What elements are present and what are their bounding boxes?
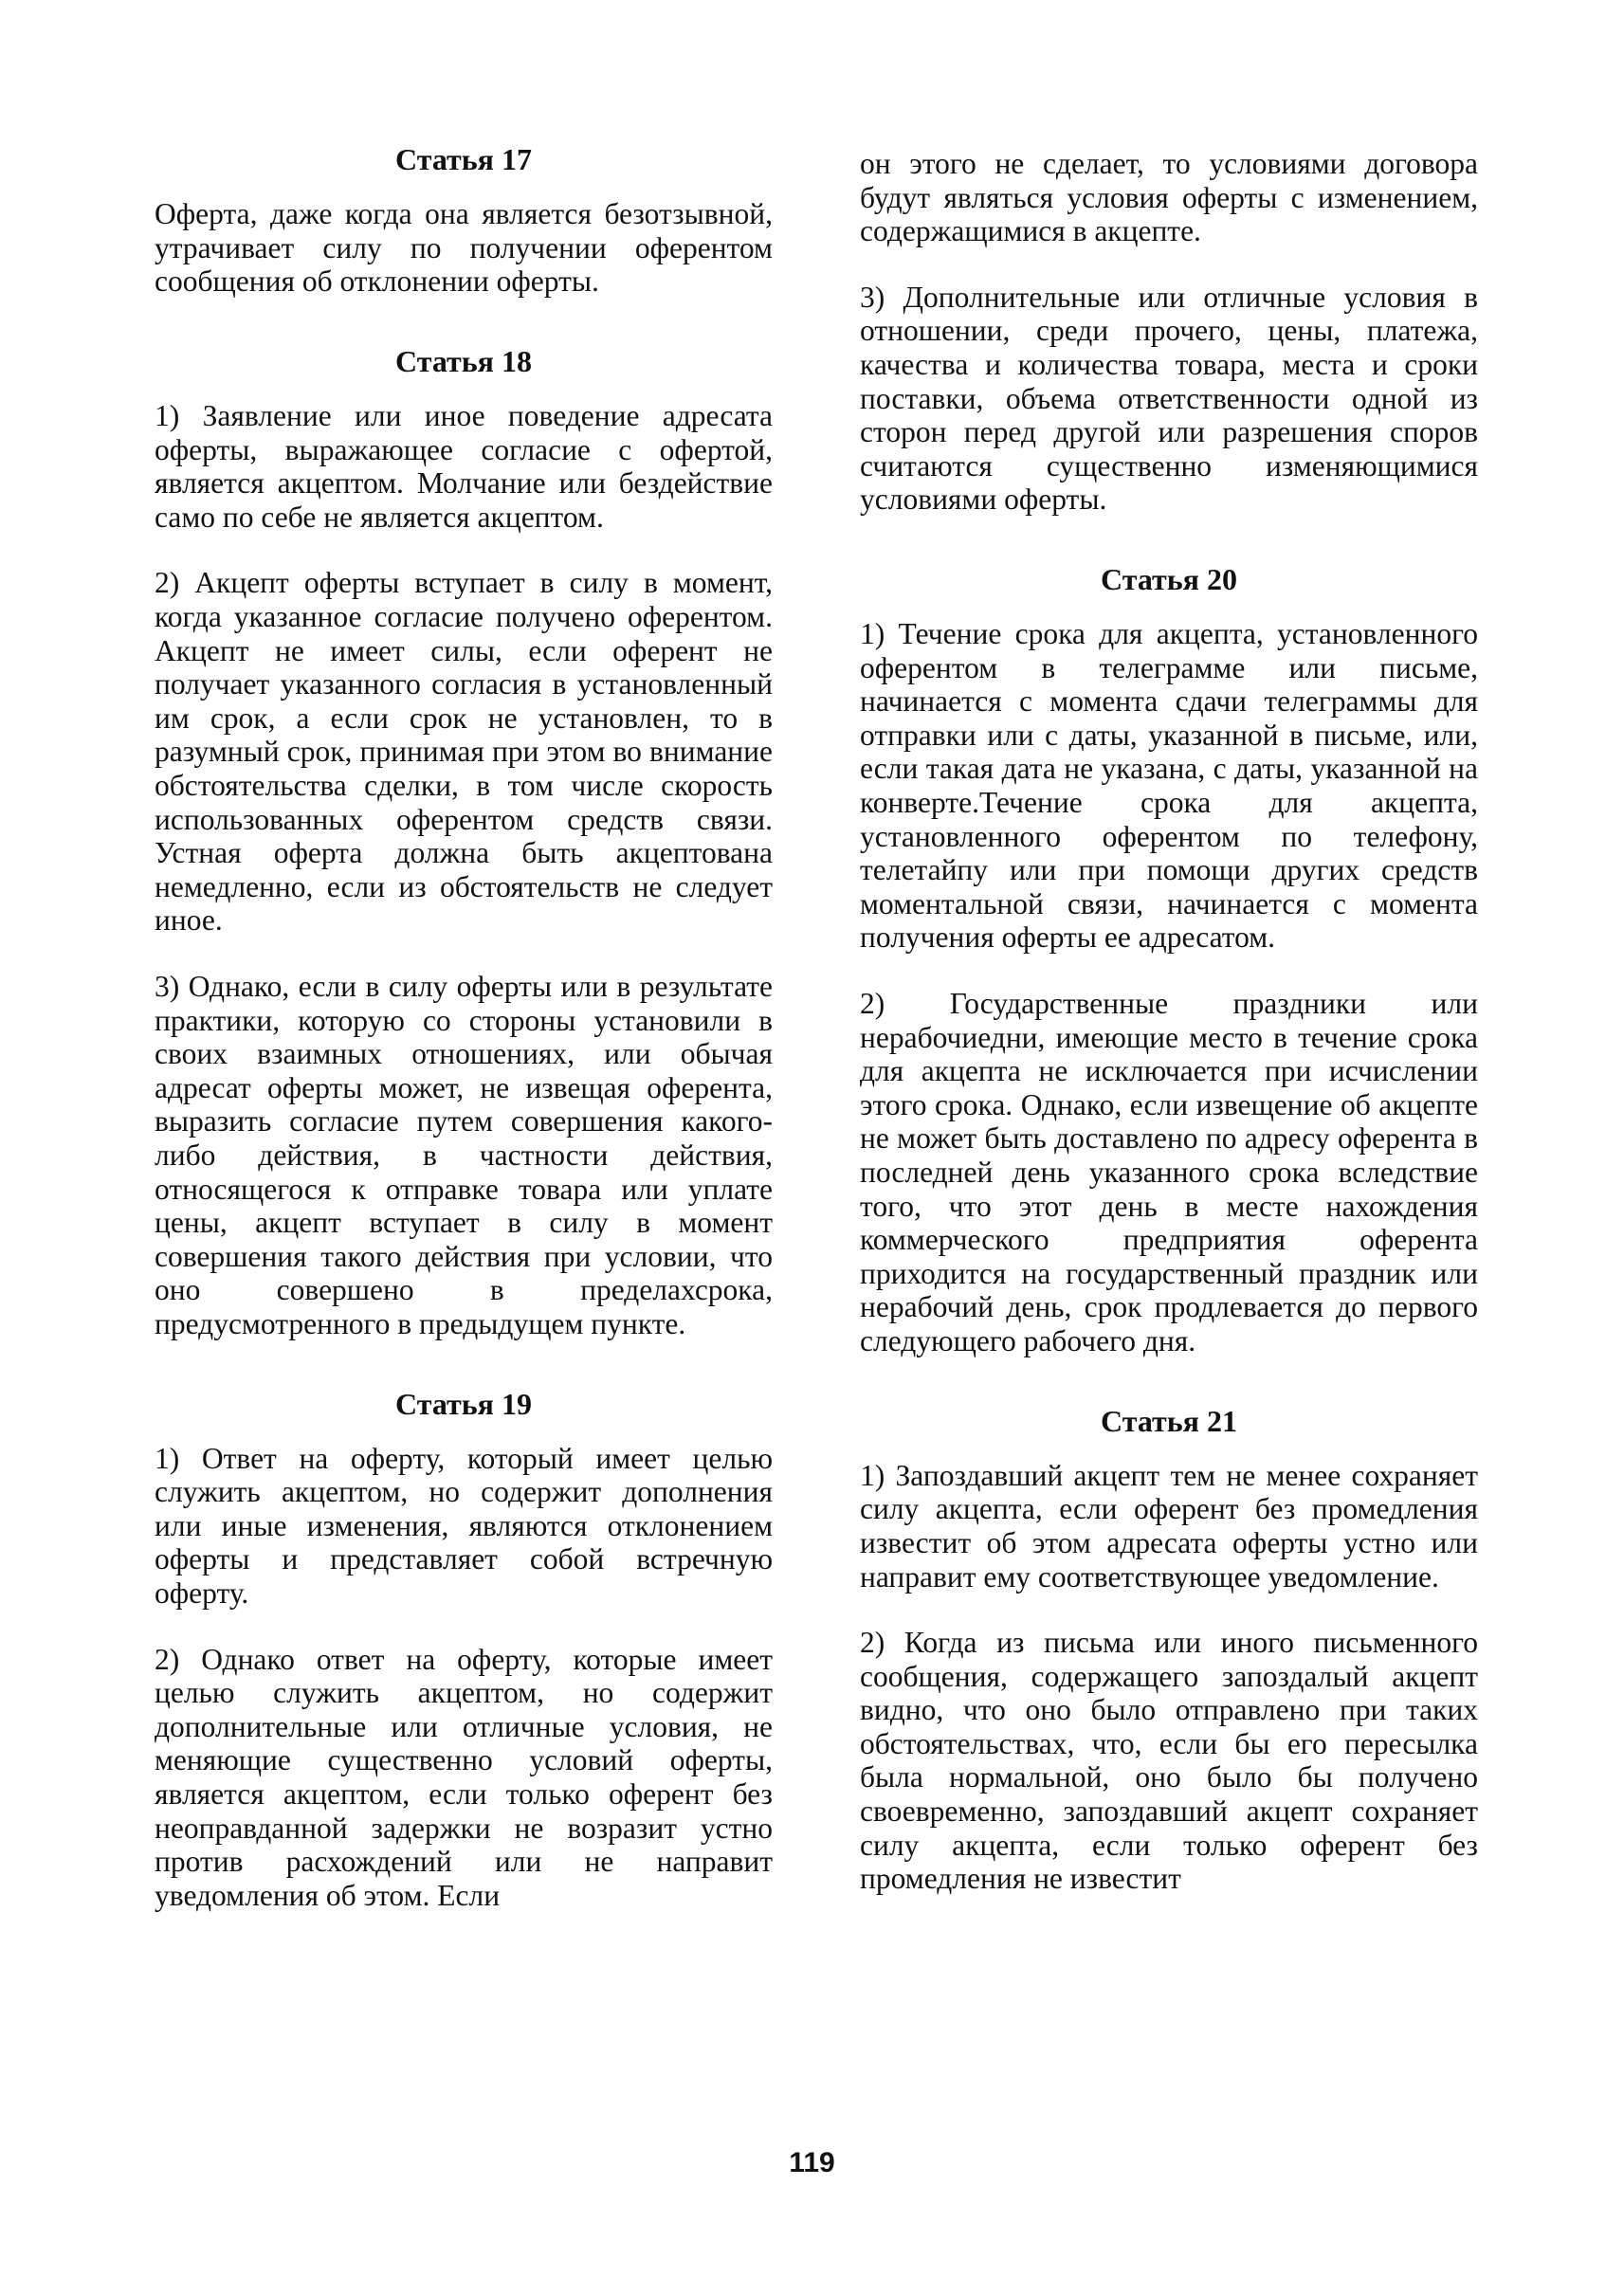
article-19-continuation-paragraph: он этого не сделает, то условиями договора будут являться условия оферты с изменением, содержащимися в акцепте. bbox=[860, 147, 1478, 248]
article-20-paragraph-2: 2) Государственные праздники или нерабочиедни, имеющие место в течение срока для акцепта не исключается при исчислении этого срока. Однако, если извещение об акцепте не может быть доставлено по адресу оферента в последней день указанного срока вследствие того, что этот день в месте нахождения коммерческого предприятия оферента приходится на государственный праздник или нерабочий день, срок продлевается до первого следующего рабочего дня. bbox=[860, 987, 1478, 1357]
article-17-paragraph-1: Оферта, даже когда она является безотзывной, утрачивает силу по получении оферентом сообщения об отклонении оферты. bbox=[155, 197, 773, 299]
article-21-heading: Статья 21 bbox=[1101, 1403, 1237, 1438]
page-number: 119 bbox=[789, 2147, 835, 2178]
article-20-paragraph-1: 1) Течение срока для акцепта, установленного оферентом в телеграмме или письме, начинается с момента сдачи телеграммы для отправки или с даты, указанной в письме, или, если такая дата не указана, с даты, указанной на конверте.Течение срока для акцепта, установленного оферентом по телефону, телетайпу или при помощи других средств моментальной связи, начинается с момента получения оферты ее адресатом. bbox=[860, 617, 1478, 955]
article-18-paragraph-1: 1) Заявление или иное поведение адресата оферты, выражающее согласие с офертой, является акцептом. Молчание или бездействие само по себе не является акцептом. bbox=[155, 399, 773, 534]
article-18-paragraph-3: 3) Однако, если в силу оферты или в результате практики, которую со стороны установили в своих взаимных отношениях, или обычая адресат оферты может, не извещая оферента, выразить согласие путем совершения какого-либо действия, в частности действия, относящегося к отправке товара или уплате цены, акцепт вступает в силу в момент совершения такого действия при условии, что оно совершено в пределахсрока, предусмотренного в предыдущем пункте. bbox=[155, 970, 773, 1340]
article-19-paragraph-2: 2) Однако ответ на оферту, которые имеет целью служить акцептом, но содержит дополнительные или отличные условия, не меняющие существенно условий оферты, является акцептом, если только оферент без неоправданной задержки не возразит устно против расхождений или не направит уведомления об этом. Если bbox=[155, 1642, 773, 1912]
article-20-heading: Статья 20 bbox=[1101, 561, 1237, 596]
article-21-paragraph-1: 1) Запоздавший акцепт тем не менее сохраняет силу акцепта, если оферент без промедления известит об этом адресата оферты устно или направит ему соответствующее уведомление. bbox=[860, 1458, 1478, 1594]
left-column bbox=[155, 142, 773, 1944]
article-19-paragraph-1: 1) Ответ на оферту, который имеет целью служить акцептом, но содержит дополнения или иные изменения, являются отклонением оферты и представляет собой встречную оферту. bbox=[155, 1441, 773, 1611]
article-18-heading: Статья 18 bbox=[395, 343, 532, 378]
article-19-paragraph-3: 3) Дополнительные или отличные условия в отношении, среди прочего, цены, платежа, качества и количества товара, места и сроки поставки, объема ответственности одной из сторон перед другой или разрешения споров считаются существенно изменяющимися условиями оферты. bbox=[860, 280, 1478, 517]
right-column bbox=[860, 147, 1478, 1928]
article-19-heading: Статья 19 bbox=[395, 1386, 532, 1421]
article-18-paragraph-2: 2) Акцепт оферты вступает в силу в момент, когда указанное согласие получено оферентом. Акцепт не имеет силы, если оферент не получает указанного согласия в установленный им срок, а если срок не установлен, то в разумный срок, принимая при этом во внимание обстоятельства сделки, в том числе скорость использованных оферентом средств связи. Устная оферта должна быть акцептована немедленно, если из обстоятельств не следует иное. bbox=[155, 566, 773, 938]
article-17-heading: Статья 17 bbox=[395, 142, 532, 176]
article-21-paragraph-2: 2) Когда из письма или иного письменного сообщения, содержащего запоздалый акцепт видно, что оно было отправлено при таких обстоятельствах, что, если бы его пересылка была нормальной, оно было бы получено своевременно, запоздавший акцепт сохраняет силу акцепта, если только оферент без промедления не известит bbox=[860, 1626, 1478, 1896]
